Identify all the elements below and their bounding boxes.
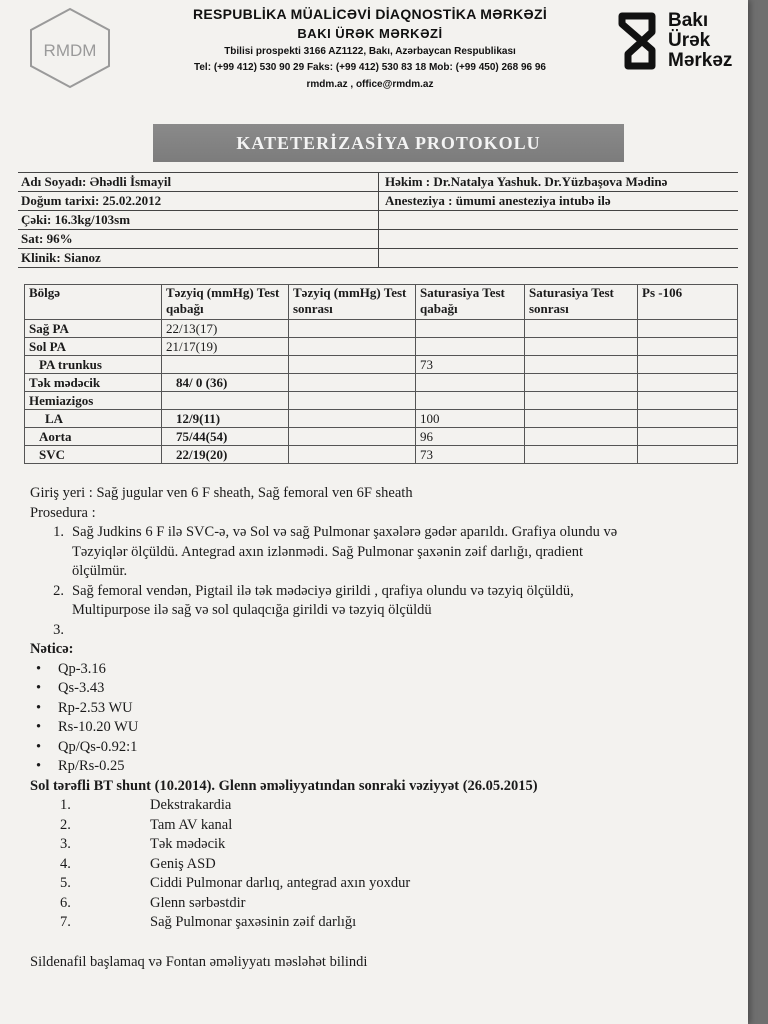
list-item <box>30 894 730 914</box>
item-number: 5. <box>60 875 71 891</box>
item-text: Tam AV kanal <box>150 816 233 833</box>
blank-cell <box>379 230 739 249</box>
state-heading: Sol tərəfli BT shunt (10.2014). Glenn əməliyyatından sonraki vəziyyət (26.05.2015) <box>30 777 538 794</box>
report-body <box>30 484 730 972</box>
entry-site: Giriş yeri : Sağ jugular ven 6 F sheath, Sağ femoral ven 6F sheath <box>30 485 413 501</box>
cell-pressure-after <box>289 446 416 464</box>
logo-word: Ürək <box>668 30 711 51</box>
item-number: 4. <box>60 855 71 872</box>
item-text: Tək mədəcik <box>150 836 226 852</box>
cell-ps <box>638 374 738 392</box>
item-number: 1. <box>60 797 71 813</box>
patient-info-row <box>18 249 738 268</box>
birth-date: Doğum tarixi: 25.02.2012 <box>18 192 379 211</box>
cell-ps <box>638 446 738 464</box>
cell-pressure-after <box>289 374 416 392</box>
item-number: 3. <box>53 621 64 638</box>
saturation: Sat: 96% <box>18 230 379 249</box>
cell-ps <box>638 410 738 428</box>
cell-sat-before: 100 <box>416 410 525 428</box>
cell-pressure-after <box>289 428 416 446</box>
cell-sat-after <box>525 446 638 464</box>
list-item <box>30 913 730 933</box>
item-text: Dekstrakardia <box>150 797 232 813</box>
item-text <box>72 523 617 582</box>
cell-ps <box>638 338 738 356</box>
table-row <box>25 392 738 410</box>
cell-pressure-before: 22/13(17) <box>162 320 289 338</box>
col-header-ps: Ps -106 <box>638 285 738 320</box>
org-name-line1: RESPUBLİKA MÜALİCƏVİ DİAQNOSTİKA MƏRKƏZİ <box>192 6 548 22</box>
cell-pressure-after <box>289 410 416 428</box>
cell-sat-after <box>525 338 638 356</box>
cell-pressure-before: 84/ 0 (36) <box>162 374 289 392</box>
text-line: Sağ Judkins 6 F ilə SVC-ə, və Sol və sağ Pulmonar şaxələrə gədər aparıldı. Grafiya olundu və <box>72 524 618 540</box>
list-item <box>30 816 730 836</box>
cell-pressure-after <box>289 392 416 410</box>
cell-region: Sağ PA <box>25 320 162 338</box>
org-web: rmdm.az , office@rmdm.az <box>306 79 434 90</box>
doctor: Həkim : Dr.Natalya Yashuk. Dr.Yüzbaşova Mədinə <box>379 173 739 192</box>
item-number: 6. <box>60 894 71 911</box>
cell-sat-after <box>525 392 638 410</box>
item-text: Sağ Pulmonar şaxəsinin zəif darlığı <box>150 914 357 930</box>
cell-sat-before <box>416 320 525 338</box>
cell-region: PA trunkus <box>25 356 162 374</box>
table-row <box>25 356 738 374</box>
item-text: Geniş ASD <box>150 855 216 872</box>
list-item <box>30 582 730 621</box>
text-line: ölçülmür. <box>72 563 128 579</box>
cell-region: Sol PA <box>25 338 162 356</box>
item-number: 2. <box>53 582 64 599</box>
cell-pressure-after <box>289 320 416 338</box>
cell-sat-before: 73 <box>416 356 525 374</box>
col-header-pressure-before: Təzyiq (mmHg) Test qabağı <box>162 285 289 320</box>
table-row <box>25 374 738 392</box>
org-name-line2: BAKI ÜRƏK MƏRKƏZİ <box>297 26 443 41</box>
list-item: • Qp-3.16 <box>30 660 730 680</box>
cell-sat-after <box>525 374 638 392</box>
list-item <box>30 523 730 582</box>
cell-pressure-before: 21/17(19) <box>162 338 289 356</box>
cell-sat-before <box>416 374 525 392</box>
cell-sat-before <box>416 338 525 356</box>
anesthesia: Anesteziya : ümumi anesteziya intubə ilə <box>379 192 739 211</box>
table-row <box>25 428 738 446</box>
cell-pressure-before: 12/9(11) <box>162 410 289 428</box>
table-header-row <box>25 285 738 320</box>
patient-info-table <box>18 172 738 268</box>
heart-mark-icon <box>614 10 660 72</box>
text-line: Təzyiqlər ölçüldü. Antegrad axın izlənmədi. Sağ Pulmonar şaxənin zəif darlığı, qradient <box>72 543 583 560</box>
org-phones: Tel: (+99 412) 530 90 29 Faks: (+99 412) 530 83 18 Mob: (+99 450) 268 96 96 <box>194 62 546 73</box>
cell-region: Tək mədəcik <box>25 374 162 392</box>
list-item <box>30 796 730 816</box>
col-header-pressure-after: Təzyiq (mmHg) Test sonrası <box>289 285 416 320</box>
item-number: 7. <box>60 914 71 930</box>
cell-region: LA <box>25 410 162 428</box>
recommendation: Sildenafil başlamaq və Fontan əməliyyatı məsləhət bilindi <box>30 953 368 970</box>
col-header-sat-before: Saturasiya Test qabağı <box>416 285 525 320</box>
cell-region: Aorta <box>25 428 162 446</box>
diagnosis-list <box>30 796 730 933</box>
blank-cell <box>379 249 739 268</box>
hemodynamics-table <box>24 284 738 464</box>
cell-pressure-before: 75/44(54) <box>162 428 289 446</box>
procedure-list <box>30 523 730 640</box>
cell-region: SVC <box>25 446 162 464</box>
cell-pressure-before <box>162 392 289 410</box>
item-text: Glenn sərbəstdir <box>150 894 246 911</box>
text-line: Sağ femoral vendən, Pigtail ilə tək mədəciyə girildi , qrafiya olundu və təzyiq ölçüldü, <box>72 582 574 599</box>
item-number: 2. <box>60 816 71 833</box>
result-label: Nəticə: <box>30 641 74 657</box>
cell-ps <box>638 356 738 374</box>
item-number: 3. <box>60 836 71 852</box>
rmdm-logo <box>25 6 115 90</box>
list-item <box>30 874 730 894</box>
list-item: • Qp/Qs-0.92:1 <box>30 738 730 758</box>
table-row <box>25 410 738 428</box>
patient-info-row <box>18 211 738 230</box>
patient-name: Adı Soyadı: Əhədli İsmayil <box>18 173 379 192</box>
cell-sat-after <box>525 320 638 338</box>
baki-urek-logo <box>614 6 754 76</box>
cell-pressure-before: 22/19(20) <box>162 446 289 464</box>
cell-pressure-before <box>162 356 289 374</box>
cell-sat-after <box>525 410 638 428</box>
results-list <box>30 660 730 777</box>
patient-info-row <box>18 173 738 192</box>
org-address: Tbilisi prospekti 3166 AZ1122, Bakı, Azərbaycan Respublikası <box>224 46 516 57</box>
list-item: • Rp/Rs-0.25 <box>30 757 730 777</box>
cell-sat-before: 96 <box>416 428 525 446</box>
cell-sat-before <box>416 392 525 410</box>
cell-sat-after <box>525 428 638 446</box>
baki-urek-logo-text <box>668 11 732 71</box>
cell-sat-before: 73 <box>416 446 525 464</box>
list-item: • Rp-2.53 WU <box>30 699 730 719</box>
list-item <box>30 621 730 641</box>
table-row <box>25 446 738 464</box>
item-text <box>72 582 574 621</box>
table-row <box>25 320 738 338</box>
list-item: • Qs-3.43 <box>30 679 730 699</box>
cell-ps <box>638 428 738 446</box>
item-number: 1. <box>53 524 64 540</box>
logo-word: Mərkəz <box>668 50 733 71</box>
weight-height: Çəki: 16.3kg/103sm <box>18 211 379 230</box>
col-header-sat-after: Saturasiya Test sonrası <box>525 285 638 320</box>
text-line: Multipurpose ilə sağ və sol qulaqcığa girildi və təzyiq ölçüldü <box>72 602 432 618</box>
patient-info-row <box>18 192 738 211</box>
logo-word: Bakı <box>668 10 709 31</box>
list-item <box>30 835 730 855</box>
table-row <box>25 338 738 356</box>
cell-pressure-after <box>289 338 416 356</box>
cell-sat-after <box>525 356 638 374</box>
list-item <box>30 855 730 875</box>
item-text: Ciddi Pulmonar darlıq, antegrad axın yoxdur <box>150 875 411 891</box>
document-title: KATETERİZASİYA PROTOKOLU <box>153 124 624 162</box>
rmdm-logo-text: RMDM <box>43 41 97 60</box>
procedure-label: Prosedura : <box>30 504 96 521</box>
patient-info-row <box>18 230 738 249</box>
blank-cell <box>379 211 739 230</box>
cell-ps <box>638 320 738 338</box>
col-header-region: Bölgə <box>25 285 162 320</box>
cell-pressure-after <box>289 356 416 374</box>
cell-ps <box>638 392 738 410</box>
list-item: • Rs-10.20 WU <box>30 718 730 738</box>
cell-region: Hemiazigos <box>25 392 162 410</box>
clinical: Klinik: Sianoz <box>18 249 379 268</box>
